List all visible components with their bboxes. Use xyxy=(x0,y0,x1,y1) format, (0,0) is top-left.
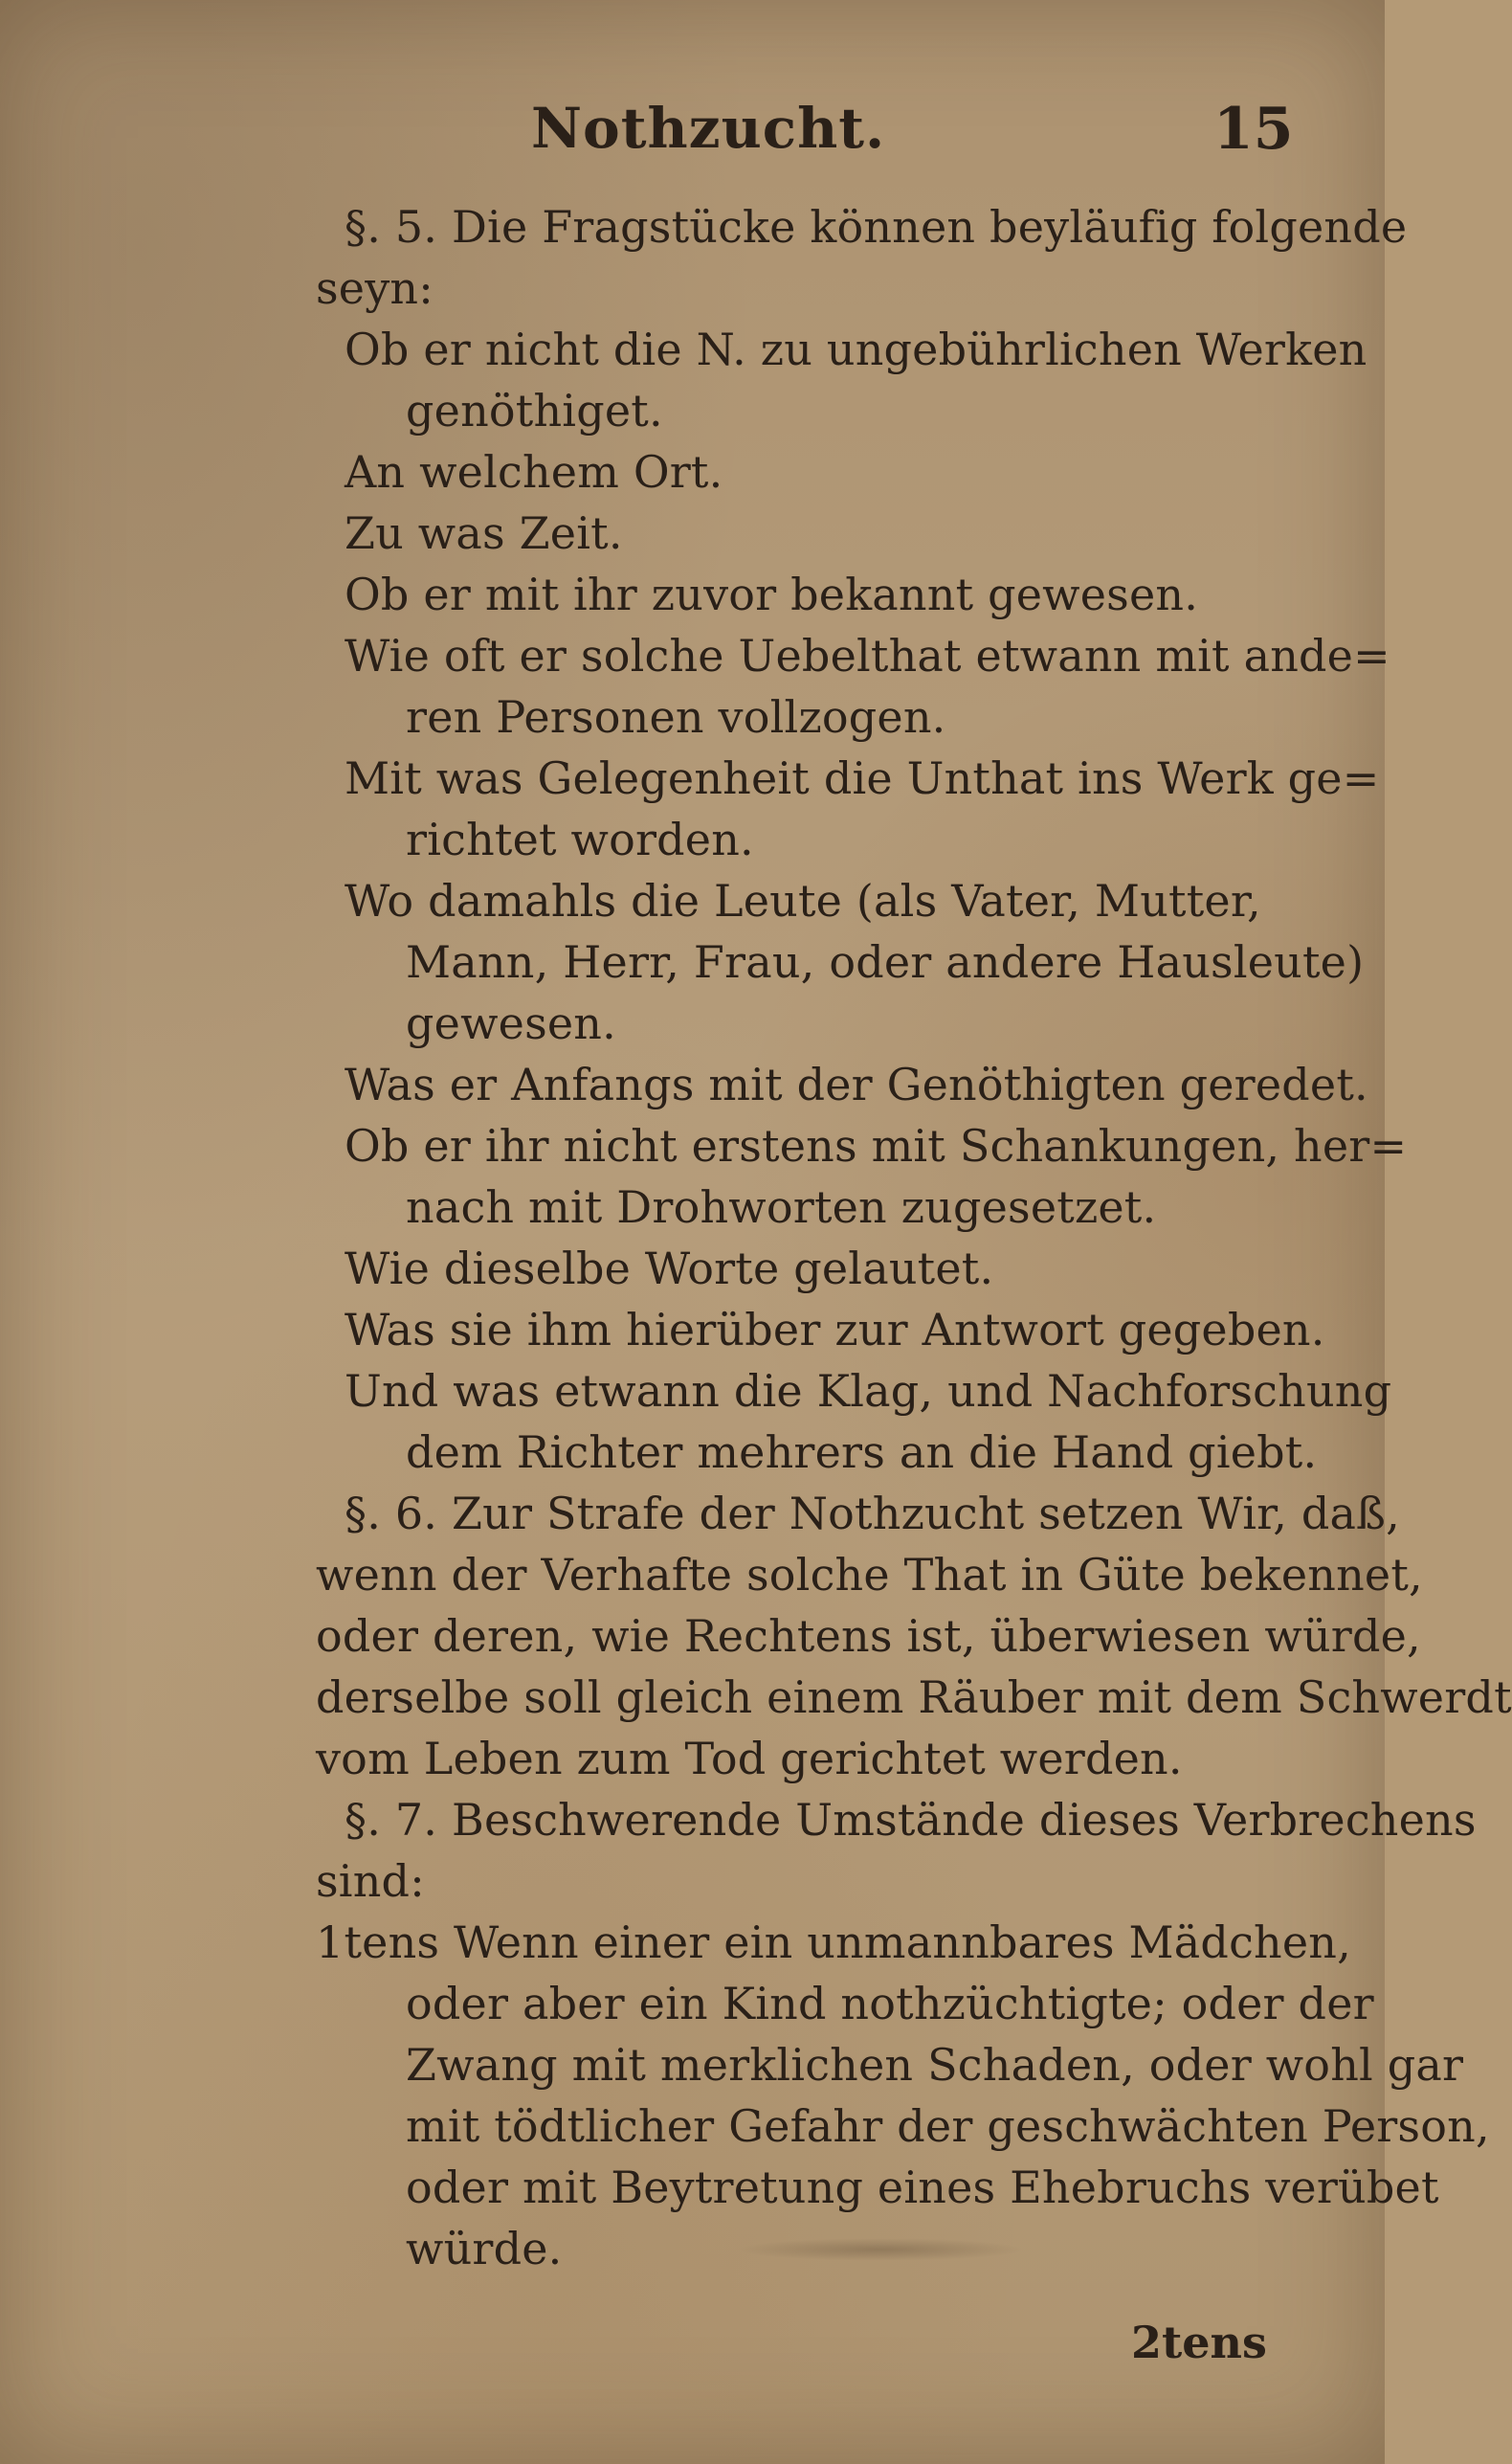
text-line: seyn: xyxy=(316,262,434,314)
body-text xyxy=(316,196,1512,2279)
text-line: oder aber ein Kind nothzüchtigte; oder der xyxy=(406,1978,1374,2029)
ink-smudge xyxy=(737,2238,1024,2261)
text-line: §. 5. Die Fragstücke können beyläufig folgende xyxy=(345,201,1408,253)
text-line: Und was etwann die Klag, und Nachforschung xyxy=(345,1365,1392,1417)
text-line: Was sie ihm hierüber zur Antwort gegeben. xyxy=(345,1304,1325,1355)
text-line: Was er Anfangs mit der Genöthigten geredet. xyxy=(345,1059,1368,1110)
text-line: Mann, Herr, Frau, oder andere Hausleute) xyxy=(406,936,1365,988)
text-line: sind: xyxy=(316,1855,425,1907)
text-line: §. 6. Zur Strafe der Nothzucht setzen Wir, daß, xyxy=(345,1488,1400,1539)
catchword: 2tens xyxy=(1131,2317,1267,2368)
text-line: 1tens Wenn einer ein unmannbares Mädchen, xyxy=(316,1916,1351,1968)
text-line: oder mit Beytretung eines Ehebruchs verübet xyxy=(406,2162,1439,2213)
text-line: derselbe soll gleich einem Räuber mit dem Schwerdt xyxy=(316,1671,1512,1723)
text-line: genöthiget. xyxy=(406,385,663,437)
text-line: Ob er nicht die N. zu ungebührlichen Werken xyxy=(345,324,1367,375)
text-line: §. 7. Beschwerende Umstände dieses Verbrechens xyxy=(345,1794,1477,1846)
text-line: ren Personen vollzogen. xyxy=(406,691,946,743)
running-head: Nothzucht. xyxy=(531,96,886,161)
text-line: nach mit Drohworten zugesetzet. xyxy=(406,1181,1157,1233)
text-line: gewesen. xyxy=(406,997,616,1049)
text-line: Ob er ihr nicht erstens mit Schankungen, her= xyxy=(345,1120,1408,1172)
text-line: oder deren, wie Rechtens ist, überwiesen würde, xyxy=(316,1610,1421,1662)
text-line: Ob er mit ihr zuvor bekannt gewesen. xyxy=(345,569,1199,620)
text-line: vom Leben zum Tod gerichtet werden. xyxy=(316,1733,1183,1784)
text-line: Wie oft er solche Uebelthat etwann mit ande= xyxy=(345,630,1390,682)
page-number: 15 xyxy=(1213,96,1294,163)
page-header xyxy=(0,96,1385,182)
text-line: An welchem Ort. xyxy=(345,446,723,498)
text-line: Zu was Zeit. xyxy=(345,507,623,559)
text-line: Zwang mit merklichen Schaden, oder wohl gar xyxy=(406,2039,1464,2091)
text-line: wenn der Verhafte solche That in Güte bekennet, xyxy=(316,1549,1423,1601)
text-line: richtet worden. xyxy=(406,814,754,865)
text-line: dem Richter mehrers an die Hand giebt. xyxy=(406,1426,1318,1478)
text-line: würde. xyxy=(406,2223,563,2274)
text-line: Mit was Gelegenheit die Unthat ins Werk ge= xyxy=(345,752,1380,804)
text-line: Wie dieselbe Worte gelautet. xyxy=(345,1243,994,1294)
text-line: mit tödtlicher Gefahr der geschwächten Person, xyxy=(406,2100,1490,2152)
text-line: Wo damahls die Leute (als Vater, Mutter, xyxy=(345,875,1261,927)
